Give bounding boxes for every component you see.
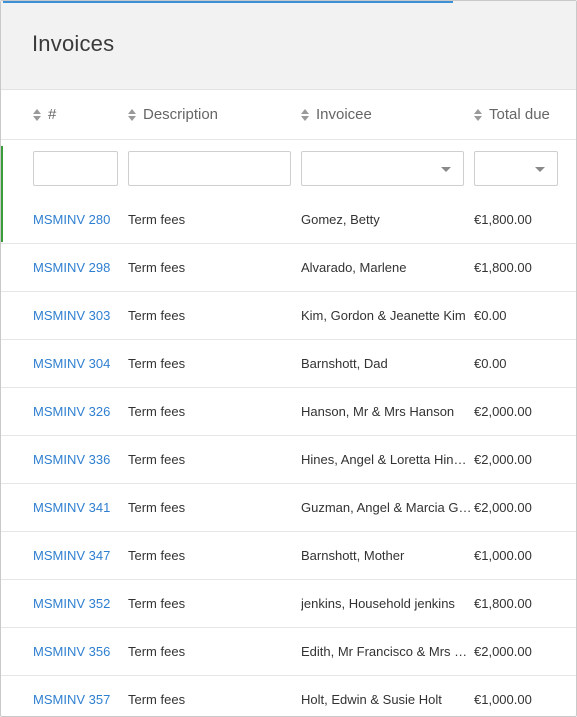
column-header-number-label: # xyxy=(48,106,57,123)
table-row xyxy=(1,388,576,436)
invoice-invoicee: Guzman, Angel & Marcia G… xyxy=(301,500,472,515)
invoice-invoicee: Kim, Gordon & Jeanette Kim xyxy=(301,308,466,323)
sort-icon[interactable] xyxy=(474,109,483,121)
table-row xyxy=(1,340,576,388)
selection-marker xyxy=(1,146,3,242)
panel-header xyxy=(1,1,576,90)
column-header-total[interactable] xyxy=(474,106,576,123)
sort-icon[interactable] xyxy=(128,109,137,121)
invoice-invoicee: Gomez, Betty xyxy=(301,212,380,227)
column-header-description[interactable] xyxy=(128,106,301,123)
invoice-number-link[interactable]: MSMINV 298 xyxy=(33,260,111,275)
column-header-number[interactable] xyxy=(33,106,128,123)
invoice-total: €2,000.00 xyxy=(474,644,532,659)
invoice-number-link[interactable]: MSMINV 280 xyxy=(33,212,111,227)
invoice-total: €2,000.00 xyxy=(474,404,532,419)
invoice-total: €0.00 xyxy=(474,356,507,371)
invoice-total: €2,000.00 xyxy=(474,500,532,515)
invoice-invoicee: jenkins, Household jenkins xyxy=(301,596,455,611)
table-row xyxy=(1,244,576,292)
table-row xyxy=(1,628,576,676)
invoice-number-link[interactable]: MSMINV 352 xyxy=(33,596,111,611)
table-row xyxy=(1,676,576,717)
page-title: Invoices xyxy=(32,30,115,56)
column-header-description-label: Description xyxy=(143,106,219,123)
invoice-invoicee: Barnshott, Dad xyxy=(301,356,388,371)
invoice-total: €2,000.00 xyxy=(474,452,532,467)
invoice-number-link[interactable]: MSMINV 303 xyxy=(33,308,111,323)
sort-icon[interactable] xyxy=(301,109,310,121)
invoice-description: Term fees xyxy=(128,596,186,611)
number-filter-input[interactable] xyxy=(33,151,118,186)
invoice-description: Term fees xyxy=(128,212,186,227)
invoice-number-link[interactable]: MSMINV 357 xyxy=(33,692,111,707)
loading-bar xyxy=(3,1,453,3)
invoice-description: Term fees xyxy=(128,452,186,467)
invoice-description: Term fees xyxy=(128,548,186,563)
table-row xyxy=(1,484,576,532)
filter-row xyxy=(1,140,576,196)
sort-icon[interactable] xyxy=(33,109,42,121)
invoice-number-link[interactable]: MSMINV 304 xyxy=(33,356,111,371)
table-header xyxy=(1,90,576,140)
invoice-description: Term fees xyxy=(128,404,186,419)
invoice-description: Term fees xyxy=(128,692,186,707)
column-header-total-label: Total due xyxy=(489,106,550,123)
invoice-invoicee: Barnshott, Mother xyxy=(301,548,405,563)
invoice-invoicee: Hines, Angel & Loretta Hin… xyxy=(301,452,467,467)
table-row xyxy=(1,580,576,628)
invoice-number-link[interactable]: MSMINV 336 xyxy=(33,452,111,467)
invoice-description: Term fees xyxy=(128,500,186,515)
invoicee-filter-select[interactable] xyxy=(301,151,464,186)
invoice-description: Term fees xyxy=(128,356,186,371)
invoice-description: Term fees xyxy=(128,308,186,323)
invoice-number-link[interactable]: MSMINV 356 xyxy=(33,644,111,659)
invoice-total: €1,800.00 xyxy=(474,212,532,227)
invoice-total: €1,000.00 xyxy=(474,548,532,563)
column-header-invoicee[interactable] xyxy=(301,106,474,123)
column-header-invoicee-label: Invoicee xyxy=(316,106,372,123)
chevron-down-icon xyxy=(441,167,451,172)
invoice-total: €1,800.00 xyxy=(474,596,532,611)
invoice-number-link[interactable]: MSMINV 326 xyxy=(33,404,111,419)
invoice-invoicee: Alvarado, Marlene xyxy=(301,260,407,275)
chevron-down-icon xyxy=(535,167,545,172)
description-filter-input[interactable] xyxy=(128,151,291,186)
table-row xyxy=(1,532,576,580)
invoice-invoicee: Holt, Edwin & Susie Holt xyxy=(301,692,442,707)
invoice-invoicee: Edith, Mr Francisco & Mrs … xyxy=(301,644,468,659)
invoice-total: €1,000.00 xyxy=(474,692,532,707)
invoice-total: €0.00 xyxy=(474,308,507,323)
invoice-description: Term fees xyxy=(128,260,186,275)
invoice-number-link[interactable]: MSMINV 347 xyxy=(33,548,111,563)
invoice-total: €1,800.00 xyxy=(474,260,532,275)
invoice-number-link[interactable]: MSMINV 341 xyxy=(33,500,111,515)
invoice-description: Term fees xyxy=(128,644,186,659)
table-body xyxy=(1,196,576,717)
invoice-invoicee: Hanson, Mr & Mrs Hanson xyxy=(301,404,455,419)
table-row xyxy=(1,292,576,340)
total-filter-select[interactable] xyxy=(474,151,558,186)
table-row xyxy=(1,196,576,244)
table-row xyxy=(1,436,576,484)
